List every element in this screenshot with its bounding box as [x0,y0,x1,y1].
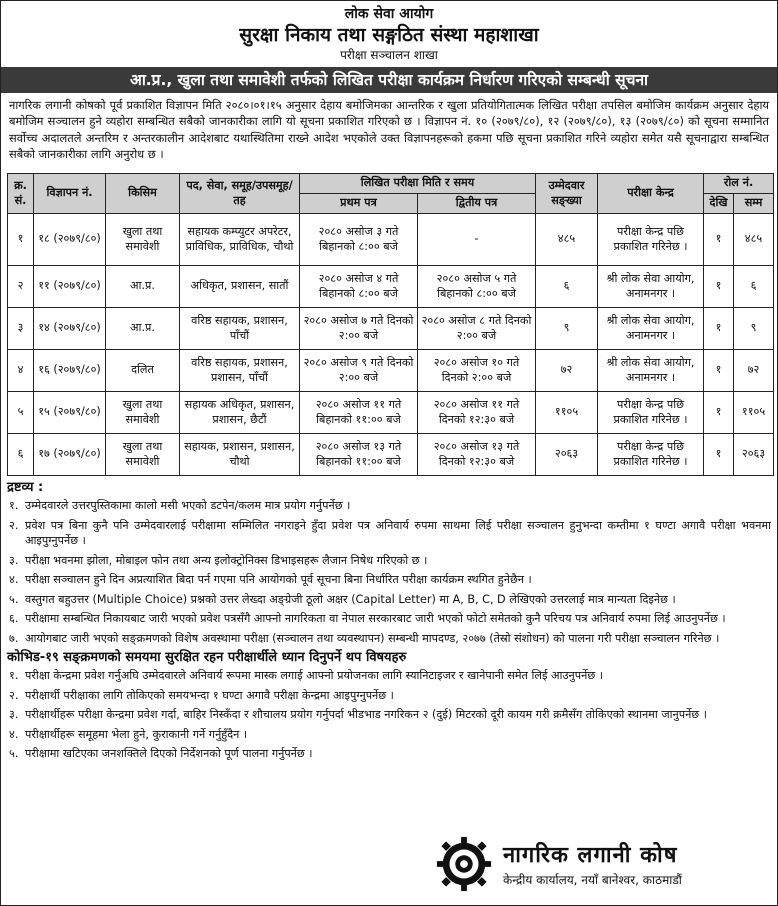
cell-roll-from: १ [704,350,734,392]
note-number: ७. [9,631,19,645]
cell-adv: १७ (२०७९/८०) [34,434,106,476]
note-number: २. [9,518,19,532]
note-text: परीक्षार्थीहरू समूहमा भेला हुने, कुराकानी गर्ने गर्नुहुँदैन । [25,727,248,741]
note-text: परीक्षामा खटिएका जनशक्तिले दिएको निर्देशनको पूर्ण पालना गर्नुपर्नेछ । [25,747,313,760]
list-item [7,592,771,608]
cell-post: वरिष्ठ सहायक, प्रशासन, प्रशासन, पाँचौं [180,350,300,392]
cell-center: परीक्षा केन्द्र पछि प्रकाशित गरिनेछ । [598,392,704,434]
organization-address: केन्द्रीय कार्यालय, नयाँ बानेश्वर, काठमाडौं [503,873,682,887]
footer-signature [431,833,771,899]
division-name: सुरक्षा निकाय तथा सङ्गठित संस्था महाशाखा [239,24,539,46]
note-number: ४. [9,573,19,586]
cell-center: श्री लोक सेवा आयोग, अनामनगर । [598,266,704,308]
cell-paper2: २०८० असोज ५ गते बिहानको ८:०० बजे [418,266,536,308]
cell-sn: २ [8,266,34,308]
col-header-adv: विज्ञापन नं. [34,174,106,214]
note-number: १. [9,669,19,682]
cell-center: श्री लोक सेवा आयोग, अनामनगर । [598,308,704,350]
table-row [8,392,774,434]
list-item [7,518,771,549]
note-number: ५. [9,592,19,606]
cell-roll-from: १ [704,392,734,434]
note-text: वस्तुगत बहुउत्तर (Multiple Choice) प्रश्नको उत्तर लेख्दा अङ्ग्रेजी ठूलो अक्षर (Capital Letter) मा A, B, C, D लेखिएको उत्तरलाई मात्र मान्यता दिइनेछ । [25,592,676,606]
list-item [7,746,447,762]
list-item [7,668,771,684]
section-name: परीक्षा सञ्चालन शाखा [340,48,438,62]
list-item [7,611,771,627]
list-item [7,572,771,588]
cell-roll-from: १ [704,434,734,476]
cell-candidates: ४८५ [536,214,598,266]
cell-sn: ३ [8,308,34,350]
intro-paragraph: नागरिक लगानी कोषको पूर्व प्रकाशित विज्ञापन मिति २०८०।०१।१५ अनुसार देहाय बमोजिमका आन्तरिक र खुला प्रतियोगितात्मक लिखित परीक्षा तपसिल बमोजिम कार्यक्रम अनुसार देहाय बमोजिम सञ्चालन हुने व्यहोरा सम्बन्धित सबैको जानकारीका लागि यो सूचना प्रकाशित गरिएको छ । विज्ञापन नं. १० (२०७९/८०), १२ (२०७९/८०), १३ (२०७९/८०) को सूचना सम्मानित सर्वोच्च अदालतले अन्तरिम र अन्तरकालीन आदेशबाट यथास्थितिमा राख्ने आदेश भएकोले उक्त विज्ञापनहरूको हकमा पछि सूचना प्रकाशित गरिने व्यहोरा समेत यसै सूचनाद्वारा सम्बन्धित सबैको जानकारीका लागि अनुरोध छ । [9,98,769,162]
cell-post: सहायक कम्प्युटर अपरेटर, प्राविधिक, प्राविधिक, चौथो [180,214,300,266]
note-number: ३. [9,553,19,567]
cell-type: आ.प्र. [106,308,180,350]
organization-name: नागरिक लगानी कोष [503,843,678,868]
cell-adv: १४ (२०७९/८०) [34,308,106,350]
cell-paper1: २०८० असोज ४ गते बिहानको ८:०० बजे [300,266,418,308]
note-number: १. [9,499,19,512]
cell-roll-to: ७२ [734,350,774,392]
cell-post: वरिष्ठ सहायक, प्रशासन, पाँचौं [180,308,300,350]
notes-title: द्रष्टव्य : [7,480,44,495]
cell-paper2: २०८० असोज १३ गते दिनको १२:३० बजे [418,434,536,476]
table-row [8,350,774,392]
notice-title-banner: आ.प्र., खुला तथा समावेशी तर्फको लिखित परीक्षा कार्यक्रम निर्धारण गरिएको सम्बन्धी सूचना [1,67,777,93]
list-item [7,727,447,743]
document-header [7,1,771,63]
col-header-sn: क्र. सं. [8,174,34,214]
cell-roll-to: ४८५ [734,214,774,266]
cell-paper1: २०८० असोज ९ गते दिनको २:०० बजे [300,350,418,392]
gear-seal-icon [435,835,493,893]
cell-roll-to: ११०५ [734,392,774,434]
cell-candidates: ११०५ [536,392,598,434]
list-item [7,707,771,723]
col-header-paper1: प्रथम पत्र [300,194,418,214]
covid-section-title: कोभिड-१९ सङ्क्रमणको समयमा सुरक्षित रहन परीक्षार्थीले ध्यान दिनुपर्ने थप विषयहरु [7,650,407,665]
commission-name: लोक सेवा आयोग [344,6,434,22]
cell-sn: १ [8,214,34,266]
covid-notes-list [7,668,707,762]
cell-roll-to: ९ [734,308,774,350]
cell-paper1: २०८० असोज १३ गते बिहानको ११:०० बजे [300,434,418,476]
cell-type: खुला तथा समावेशी [106,392,180,434]
exam-schedule-table [7,173,774,476]
cell-type: खुला तथा समावेशी [106,214,180,266]
list-item [7,688,771,704]
cell-roll-from: १ [704,214,734,266]
note-text: परीक्षा सञ्चालन हुने दिन अप्रत्याशित बिदा पर्न गएमा पनि आयोगको पूर्व सूचना बिना निर्धारित परीक्षा कार्यक्रम स्थगित हुनेछैन । [25,573,532,586]
table-row [8,434,774,476]
col-header-center: परीक्षा केन्द्र [598,174,704,214]
note-number: ५. [9,747,19,760]
cell-paper1: २०८० असोज ११ गते बिहानको ११:०० बजे [300,392,418,434]
cell-center: श्री लोक सेवा आयोग, अनामनगर । [598,350,704,392]
table-row [8,214,774,266]
notes-list [7,498,771,646]
cell-post: सहायक, प्रशासन, प्रशासन, चौथो [180,434,300,476]
note-text: आयोगबाट जारी भएको सङ्क्रमणको विशेष अवस्थामा परीक्षा (सञ्चालन तथा व्यवस्थापन) सम्बन्धी मापदण्ड, २०७७ (तेस्रो संशोधन) को पालना गरी परीक्षा सञ्चालन गरिनेछ । [25,631,720,645]
col-header-roll-to: सम्म [734,194,774,214]
cell-sn: ४ [8,350,34,392]
cell-sn: ५ [8,392,34,434]
note-number: ३. [9,708,19,721]
cell-adv: १५ (२०७९/८०) [34,392,106,434]
cell-post: सहायक अधिकृत, प्रशासन, प्रशासन, छैटौं [180,392,300,434]
col-header-post: पद, सेवा, समूह/उपसमूह/ तह [180,174,300,214]
cell-post: अधिकृत, प्रशासन, सातौं [180,266,300,308]
col-header-roll: रोल नं. [704,174,774,194]
note-text: परीक्षामा सम्बन्धित निकायबाट जारी भएको प्रवेश पत्रसँगै आफ्नो नागरिकता वा नेपाल सरकारबाट जारी भएको फोटो समेतको कुनै परिचय पत्र अनिवार्य रुपमा लिई आउनुपर्नेछ । [25,612,726,625]
cell-candidates: ७२ [536,350,598,392]
cell-type: खुला तथा समावेशी [106,434,180,476]
cell-adv: ११ (२०७९/८०) [34,266,106,308]
cell-roll-to: २०६३ [734,434,774,476]
note-number: २. [9,688,19,702]
cell-roll-from: १ [704,308,734,350]
note-text: उम्मेदवारले उत्तरपुस्तिकामा कालो मसी भएको डटपेन/कलम मात्र प्रयोग गर्नुपर्नेछ । [25,499,351,512]
cell-paper2: २०८० असोज ८ गते दिनको २:०० बजे [418,308,536,350]
note-text: परीक्षा केन्द्रमा प्रवेश गर्नुअघि उम्मेदवारले अनिवार्य रूपमा मास्क लगाई आफ्नो प्रयोजनका लागि स्यानिटाइजर र खानेपानी समेत लिई आउनुपर्नेछ । [25,669,603,682]
cell-candidates: ९ [536,308,598,350]
cell-center: परीक्षा केन्द्र पछि प्रकाशित गरिनेछ । [598,214,704,266]
col-header-exam-date: लिखित परीक्षा मिति र समय [300,174,536,194]
cell-paper2: २०८० असोज १० गते दिनको २:०० बजे [418,350,536,392]
col-header-roll-from: देखि [704,194,734,214]
cell-roll-from: १ [704,266,734,308]
cell-type: आ.प्र. [106,266,180,308]
cell-candidates: २०६३ [536,434,598,476]
note-text: परीक्षा भवनमा झोला, मोबाइल फोन तथा अन्य इलोक्ट्रोनिक्स डिभाइसहरू लैजान निषेध गरिएको छ । [25,553,428,567]
cell-sn: ६ [8,434,34,476]
table-row [8,266,774,308]
cell-adv: १८ (२०७९/८०) [34,214,106,266]
note-number: ४. [9,727,19,741]
note-text: परीक्षार्थी परीक्षाका लागि तोकिएको समयभन्दा १ घण्टा अगावै परीक्षा केन्द्रमा आइपुग्नुपर्नेछ । [25,688,394,702]
cell-roll-to: ६ [734,266,774,308]
cell-center: परीक्षा केन्द्र पछि प्रकाशित गरिनेछ । [598,434,704,476]
col-header-paper2: द्वितीय पत्र [418,194,536,214]
list-item [7,498,771,514]
col-header-type: किसिम [106,174,180,214]
col-header-candidates: उम्मेदवार सङ्ख्या [536,174,598,214]
list-item [7,553,771,569]
cell-adv: १६ (२०७९/८०) [34,350,106,392]
cell-paper2: २०८० असोज ११ गते दिनको १२:३० बजे [418,392,536,434]
cell-paper1: २०८० असोज ७ गते दिनको २:०० बजे [300,308,418,350]
cell-candidates: ६ [536,266,598,308]
note-number: ६. [9,612,19,625]
cell-paper1: २०८० असोज ३ गते बिहानको ८:०० बजे [300,214,418,266]
note-text: प्रवेश पत्र बिना कुनै पनि उम्मेदवारलाई परीक्षामा सम्मिलित नगराइने हुँदा प्रवेश पत्र अनिवार्य रुपमा साथमा लिई परीक्षा सञ्चालन हुनुभन्दा कम्तीमा १ घण्टा अगावै परीक्षा भवनमा आइपुग्नुपर्नेछ । [25,518,771,547]
table-row [8,308,774,350]
cell-type: दलित [106,350,180,392]
list-item [7,631,771,647]
cell-paper2: - [418,214,536,266]
note-text: परीक्षार्थीहरू परीक्षा केन्द्रमा प्रवेश गर्दा, बाहिर निस्कँदा र शौचालय प्रयोग गर्नुपर्दा भीडभाड नगरिकन २ (दुई) मिटरको दूरी कायम गरी क्रमैसँग तोकिएको स्थानमा जानुपर्नेछ । [25,708,707,721]
